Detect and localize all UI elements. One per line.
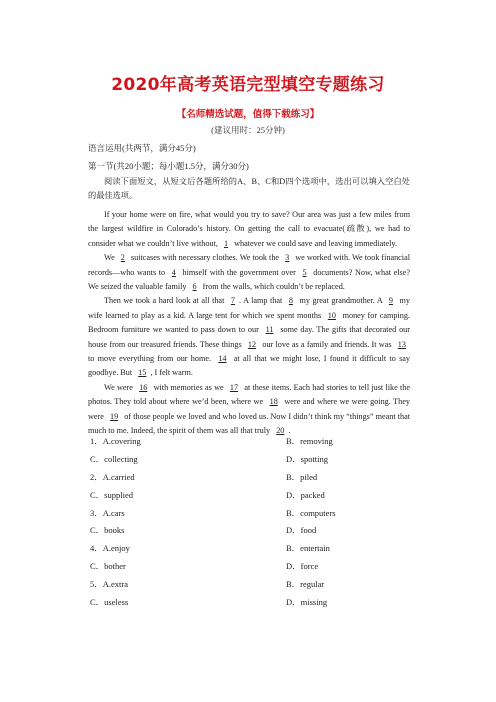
option-row xyxy=(90,557,410,575)
passage-text: my great grandmother. A xyxy=(296,296,385,306)
option-row xyxy=(90,468,410,486)
passage-text: If your home were on fire, what would you try to save? Our area was just a few miles from the largest wildfire in Colorado’s history. On getting the call to evacuate(疏散), we had to consider what we couldn’t live without, xyxy=(88,210,410,248)
answer-option: D．food xyxy=(286,525,317,536)
answer-option: B．piled xyxy=(286,471,318,482)
blank-number: 6 xyxy=(192,282,197,292)
passage-text: documents? Now, what else? We seized the valuable family xyxy=(88,267,410,292)
answer-option: 5．A.extra xyxy=(90,579,129,590)
blank-number: 10 xyxy=(327,310,336,320)
passage-text: were and where we were going. They were xyxy=(88,397,411,421)
blank-number: 4 xyxy=(171,267,176,277)
blank-number: 14 xyxy=(218,354,227,364)
answer-option: B．removing xyxy=(286,435,333,446)
page-title: 2020年高考英语完型填空专题练习 xyxy=(111,75,385,95)
passage-text: we worked with. We took financial records—who wants to xyxy=(88,253,410,277)
blank-number: 17 xyxy=(229,382,239,392)
blank-number: 1 xyxy=(223,238,229,248)
instructions-text: 阅读下面短文，从短文后各题所给的A、B、C和D四个选项中，选出可以填入空白处的最佳选项。 xyxy=(88,177,410,201)
passage-text: at all that we might lose, I found it difficult to say goodbye. But xyxy=(88,354,410,378)
option-row xyxy=(90,521,410,539)
answer-option: D．spotting xyxy=(286,453,329,464)
passage-text: from the walls, which couldn’t be replaced. xyxy=(200,282,345,292)
section-heading: 语言运用(共两节，满分45分) xyxy=(88,143,196,153)
passage-text: , I felt warm. xyxy=(150,368,193,378)
option-row xyxy=(90,575,410,593)
passage-text: himself with the government over xyxy=(179,267,299,277)
blank-number: 9 xyxy=(388,296,393,306)
answer-option: 1．A.covering xyxy=(90,435,141,446)
answer-option: B．computers xyxy=(286,507,336,518)
blank-number: 18 xyxy=(269,397,278,407)
answer-option: 4．A.enjoy xyxy=(90,543,130,554)
instructions xyxy=(88,175,410,204)
answer-option: D．force xyxy=(286,561,319,572)
passage-paragraph-2 xyxy=(88,251,410,294)
passage-text: suitcases with necessary clothes. We took the xyxy=(128,253,282,263)
passage-text: We were xyxy=(104,382,136,392)
answer-option: B．regular xyxy=(286,579,325,590)
passage-text: my wife learned to play as a kid. A large tent for which we spent months xyxy=(88,296,411,320)
passage-text: to move everything from our home. xyxy=(88,354,215,364)
passage xyxy=(88,208,410,439)
passage-paragraph-3 xyxy=(88,294,410,380)
blank-number: 19 xyxy=(110,411,119,421)
option-row xyxy=(90,432,410,450)
passage-text: We xyxy=(104,253,117,263)
passage-text: of those people we loved and who loved us. Now I didn’t think my “things” meant that much to me. Indeed, the spirit of them was all that truly xyxy=(88,411,410,436)
answer-option: 3．A.cars xyxy=(90,507,125,518)
time-note: (建议用时：25分钟) xyxy=(211,125,285,135)
answer-option: B．entertain xyxy=(286,543,330,554)
passage-text: some day. The gifts that decorated our house from our treasured friends. These things xyxy=(88,325,410,349)
answer-option: 2．A.carried xyxy=(90,471,135,482)
passage-text: . A lamp that xyxy=(238,296,285,306)
page-subtitle: 【名师精选试题，值得下载练习】 xyxy=(176,109,320,120)
option-row xyxy=(90,486,410,504)
answer-option: C．supplied xyxy=(90,489,133,500)
passage-paragraph-1 xyxy=(88,208,410,251)
passage-text: at these items. Each had stories to tell just like the photos. They told about where we’d been, where we xyxy=(88,382,411,407)
blank-number: 8 xyxy=(288,296,293,306)
answer-option: C．books xyxy=(90,525,125,536)
passage-text: our love as a family and friends. It was xyxy=(260,339,394,349)
option-row xyxy=(90,504,410,522)
blank-number: 13 xyxy=(397,339,406,349)
blank-number: 11 xyxy=(265,325,274,335)
answer-option: C．useless xyxy=(90,596,129,607)
passage-text: with memories as we xyxy=(151,382,226,392)
blank-number: 20 xyxy=(276,426,285,436)
section-part: 第一节(共20小题；每小题1.5分，满分30分) xyxy=(88,161,249,171)
blank-number: 16 xyxy=(139,382,148,392)
options-list xyxy=(90,432,410,611)
option-row xyxy=(90,450,410,468)
passage-paragraph-4 xyxy=(88,381,410,439)
answer-option: C．collecting xyxy=(90,453,138,464)
option-row xyxy=(90,539,410,557)
passage-text: Then we took a hard look at all that xyxy=(104,296,227,306)
blank-number: 15 xyxy=(138,368,147,378)
blank-number: 12 xyxy=(247,339,257,349)
passage-text: whatever we could save and leaving immediately. xyxy=(232,238,398,248)
option-row xyxy=(90,593,410,611)
passage-text: money for camping. Bedroom furniture we wanted to pass down to our xyxy=(88,310,410,335)
blank-number: 3 xyxy=(285,253,290,263)
answer-option: D．packed xyxy=(286,489,325,500)
answer-option: C．bother xyxy=(90,561,126,572)
blank-number: 5 xyxy=(302,267,307,277)
blank-number: 7 xyxy=(230,296,235,306)
answer-option: D．missing xyxy=(286,596,328,607)
blank-number: 2 xyxy=(120,253,125,263)
passage-text: . xyxy=(288,426,291,436)
